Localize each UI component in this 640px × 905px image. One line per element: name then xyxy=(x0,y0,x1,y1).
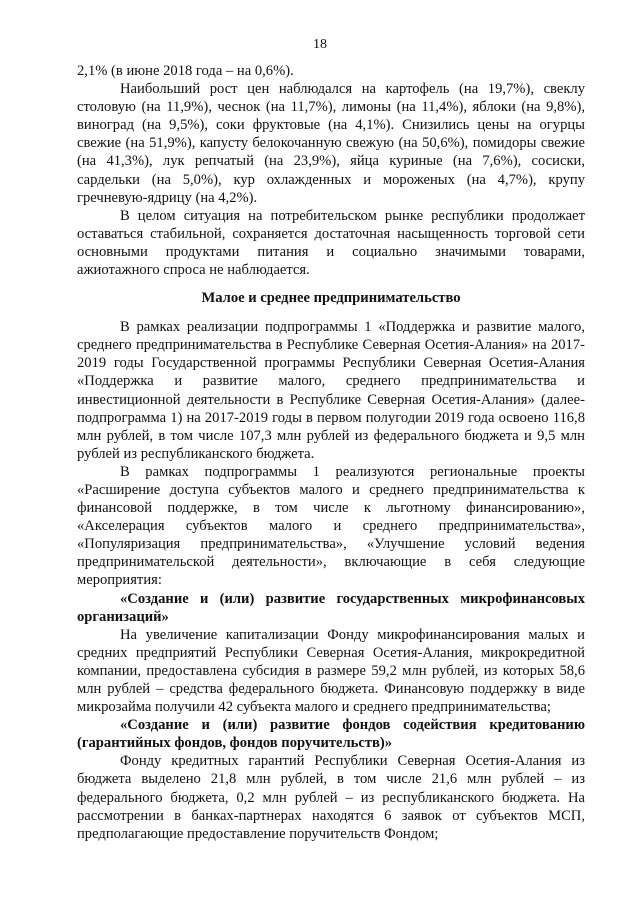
paragraph-regional-projects: В рамках подпрограммы 1 реализуются региональные проекты «Расширение доступа субъектов малого и среднего предпринимательства к финансовой поддержке, в том числе к льготному финансированию», «Акселерация субъектов малого и среднего предпринимательства», «Популяризация предпринимательства», «Улучшение условий ведения предпринимательской деятельности», включающие в себя следующие мероприятия: xyxy=(77,463,585,589)
subsection-title-guarantee-funds: «Создание и (или) развитие фондов содействия кредитованию (гарантийных фондов, фондов поручительств)» xyxy=(77,717,585,752)
document-body xyxy=(77,62,585,843)
paragraph-guarantee-funds: Фонду кредитных гарантий Республики Северная Осетия-Алания из бюджета выделено 21,8 млн рублей, в том числе 21,6 млн рублей – из федерального бюджета, 0,2 млн рублей – из республиканского бюджета. На рассмотрении в банках-партнерах находятся 6 заявок от субъектов МСП, предполагающие предоставление поручительств Фондом; xyxy=(77,753,585,842)
paragraph-microfinance: На увеличение капитализации Фонду микрофинансирования малых и средних предприятий Республики Северная Осетия-Алания, микрокредитной компании, предоставлена субсидия в размере 59,2 млн рублей, из которых 58,6 млн рублей – средства федерального бюджета. Финансовую поддержку в виде микрозайма получили 42 субъекта малого и среднего предпринимательства; xyxy=(77,626,585,716)
paragraph-market-situation: В целом ситуация на потребительском рынке республики продолжает оставаться стабильной, сохраняется достаточная насыщенность торговой сети основными продуктами питания и социально значимыми товарами, ажиотажного спроса не наблюдается. xyxy=(77,207,585,279)
paragraph-price-growth: Наибольший рост цен наблюдался на картофель (на 19,7%), свеклу столовую (на 11,9%), чеснок (на 11,7%), лимоны (на 11,4%), яблоки (на 9,8%), виноград (на 9,5%), соки фруктовые (на 4,1%). Снизились цены на огурцы свежие (на 51,9%), капусту белокочанную свежую (на 50,6%), помидоры свежие (на 41,3%), лук репчатый (на 23,9%), яйца куриные (на 7,6%), сосиски, сардельки (на 5,0%), кур охлажденных и мороженых (на 4,7%), крупу гречневую-ядрицу (на 4,2%). xyxy=(77,81,585,206)
paragraph-subprogram-funding: В рамках реализации подпрограммы 1 «Поддержка и развитие малого, среднего предпринимательства в Республике Северная Осетия-Алания» на 2017-2019 годы Государственной программы Республики Северная Осетия-Алания «Поддержка и развитие малого, среднего предпринимательства и инвестиционной деятельности в Республике Северная Осетия-Алания» (далее-подпрограмма 1) на 2017-2019 годы в первом полугодии 2019 года освоено 116,8 млн рублей, в том числе 107,3 млн рублей из федерального бюджета и 9,5 млн рублей из республиканского бюджета. xyxy=(77,319,585,462)
section-title: Малое и среднее предпринимательство xyxy=(201,290,461,307)
page-number: 18 xyxy=(313,37,327,52)
subsection-title-microfinance: «Создание и (или) развитие государственных микрофинансовых организаций» xyxy=(77,590,585,625)
paragraph-continuation: 2,1% (в июне 2018 года – на 0,6%). xyxy=(77,63,294,79)
